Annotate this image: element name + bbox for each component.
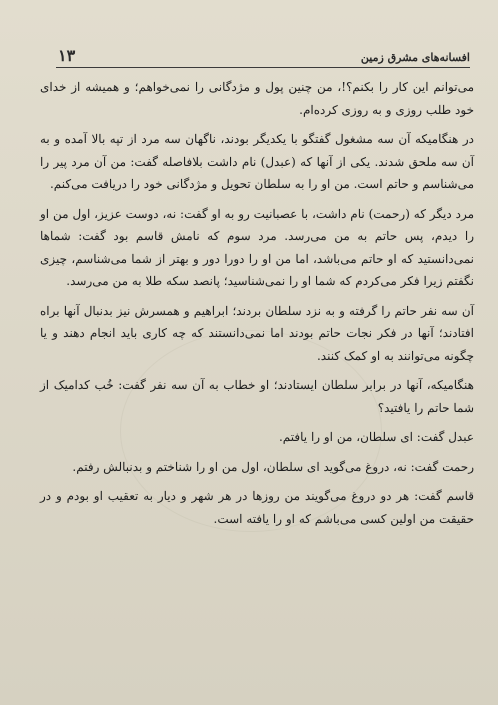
paragraph: مرد دیگر که (رحمت) نام داشت، با عصبانیت رو به او گفت: نه، دوست عزیز، اول من او را دیدم، پس حاتم به من می‌رسد. مرد سوم که نامش قاسم بود گفت: شماها نمی‌دانستید که او حاتم می‌باشد، اما من او را دورا دور و بهتر از شما می‌شناسم، چیزی نگفتم زیرا فکر می‌کردم که شما او را نمی‌شناسید؛ پانصد سکه طلا به من می‌رسد. — [40, 206, 474, 288]
paragraph: می‌توانم این کار را بکنم؟!، من چنین پول و مژدگانی را نمی‌خواهم؛ و همیشه از خدای خود طلب روزی و به روزی کرده‌ام. — [40, 80, 474, 117]
paragraph: هنگامیکه، آنها در برابر سلطان ایستادند؛ او خطاب به آن سه نفر گفت: خُب کدامیک از شما حاتم را یافتید؟ — [40, 378, 474, 415]
paragraph: آن سه نفر حاتم را گرفته و به نزد سلطان بردند؛ ابراهیم و همسرش نیز بدنبال آنها براه افتادند؛ آنها در فکر نجات حاتم بودند اما نمی‌دانستند که چه کاری باید انجام دهند و یا چگونه می‌توانند به او کمک کنند. — [40, 303, 474, 363]
running-title: افسانه‌های مشرق زمین — [360, 51, 470, 64]
paragraph: رحمت گفت: نه، دروغ می‌گوید ای سلطان، اول من او را شناختم و بدنبالش رفتم. — [72, 459, 474, 474]
paragraph: عبدل گفت: ای سلطان، من او را یافتم. — [278, 430, 474, 444]
page-number: ۱۳ — [58, 46, 76, 65]
page-header — [58, 44, 470, 66]
header-rule — [56, 67, 470, 68]
body-text — [40, 76, 474, 537]
paragraph: قاسم گفت: هر دو دروغ می‌گویند من روزها در هر شهر و دیار به تعقیب او بودم و در حقیقت من اولین کسی می‌باشم که او را یافته است. — [40, 489, 474, 526]
paragraph: در هنگامیکه آن سه مشغول گفتگو با یکدیگر بودند، ناگهان سه مرد از تپه بالا آمده و به آن سه ملحق شدند. یکی از آنها که (عبدل) نام داشت بلافاصله گفت: من آن مرد پیر را می‌شناسم و حاتم است. من او را به سلطان تحویل و مژدگانی خود را دریافت می‌کنم. — [40, 132, 474, 191]
